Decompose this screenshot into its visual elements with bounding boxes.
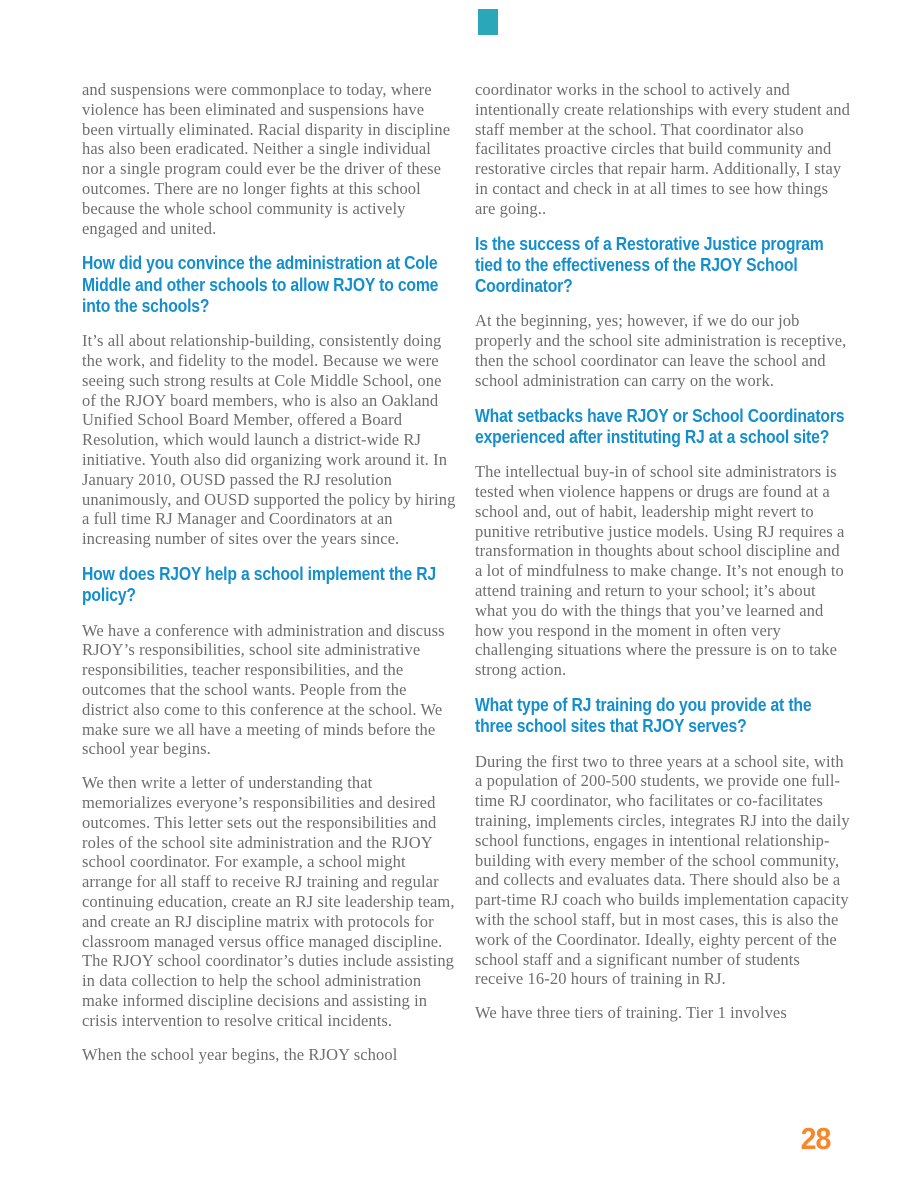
body-paragraph: At the beginning, yes; however, if we do our job properly and the school site administration is receptive, then the school coordinator can leave the school and school administration can carry on the work. <box>475 311 847 390</box>
body-paragraph: The intellectual buy-in of school site administrators is tested when violence happens or drugs are found at a school and, out of habit, leadership might revert to punitive retributive justice models. Using RJ requires a transformation in thoughts about school discipline and a lot of mindfulness to make change. It’s not enough to attend training and return to your school; it’s about what you do with the things that you’ve learned and how you respond in the moment in often very challenging situations where the pressure is on to take strong action. <box>475 462 845 680</box>
question-heading: How did you convince the administration at Cole Middle and other schools to allow RJOY to come into the schools? <box>82 252 439 316</box>
body-paragraph: When the school year begins, the RJOY school <box>82 1044 398 1064</box>
page-number: 28 <box>800 1121 830 1156</box>
body-paragraph: We have three tiers of training. Tier 1 involves <box>475 1003 787 1023</box>
body-paragraph: During the first two to three years at a school site, with a population of 200-500 students, we provide one full-time RJ coordinator, who facilitates or co-facilitates training, implements circles, integrates RJ into the daily school functions, engages in intentional relationship-building with every member of the school community, and collects and evaluates data. There should also be a part-time RJ coach who builds implementation capacity with the school staff, but in most cases, this is also the work of the Coordinator. Ideally, eighty percent of the school staff and a significant number of students receive 16-20 hours of training in RJ. <box>475 751 850 989</box>
body-paragraph: coordinator works in the school to actively and intentionally create relationships with every student and staff member at the school. That coordinator also facilitates proactive circles that build community and restorative circles that repair harm. Additionally, I stay in contact and check in at all times to see how things are going.. <box>475 80 851 218</box>
question-heading: Is the success of a Restorative Justice program tied to the effectiveness of the RJOY School Coordinator? <box>475 232 824 297</box>
teal-marker <box>478 9 498 35</box>
question-heading: What setbacks have RJOY or School Coordinators experienced after instituting RJ at a school site? <box>475 404 845 447</box>
body-paragraph: We then write a letter of understanding that memorializes everyone’s responsibilities and desired outcomes. This letter sets out the responsibilities and roles of the school site administration and the RJOY school coordinator. For example, a school might arrange for all staff to receive RJ training and regular continuing education, create an RJ site leadership team, and create an RJ discipline matrix with protocols for classroom managed versus office managed discipline. The RJOY school coordinator’s duties include assisting in data collection to help the school administration make informed discipline decisions and assisting in crisis intervention to resolve critical incidents. <box>82 773 455 1030</box>
left-column <box>82 80 457 1078</box>
body-paragraph: and suspensions were commonplace to today, where violence has been eliminated and suspensions have been virtually eliminated. Racial disparity in discipline has also been eradicated. Neither a single individual nor a single program could ever be the driver of these outcomes. There are no longer fights at this school because the whole school community is actively engaged and united. <box>82 80 451 238</box>
body-paragraph: It’s all about relationship-building, consistently doing the work, and fidelity to the model. Because we were seeing such strong results at Cole Middle School, one of the RJOY board members, who is also an Oakland Unified School Board Member, offered a Board Resolution, which would launch a district-wide RJ initiative. Youth also did organizing work around it. In January 2010, OUSD passed the RJ resolution unanimously, and OUSD supported the policy by hiring a full time RJ Manager and Coordinators at an increasing number of sites over the years since. <box>82 331 456 549</box>
body-paragraph: We have a conference with administration and discuss RJOY’s responsibilities, school site administrative responsibilities, teacher responsibilities, and the outcomes that the school wants. People from the district also come to this conference at the school. We make sure we all have a meeting of minds before the school year begins. <box>82 620 445 759</box>
question-heading: How does RJOY help a school implement the RJ policy? <box>82 563 436 606</box>
question-heading: What type of RJ training do you provide at the three school sites that RJOY serves? <box>475 694 812 737</box>
right-column <box>475 80 850 1037</box>
